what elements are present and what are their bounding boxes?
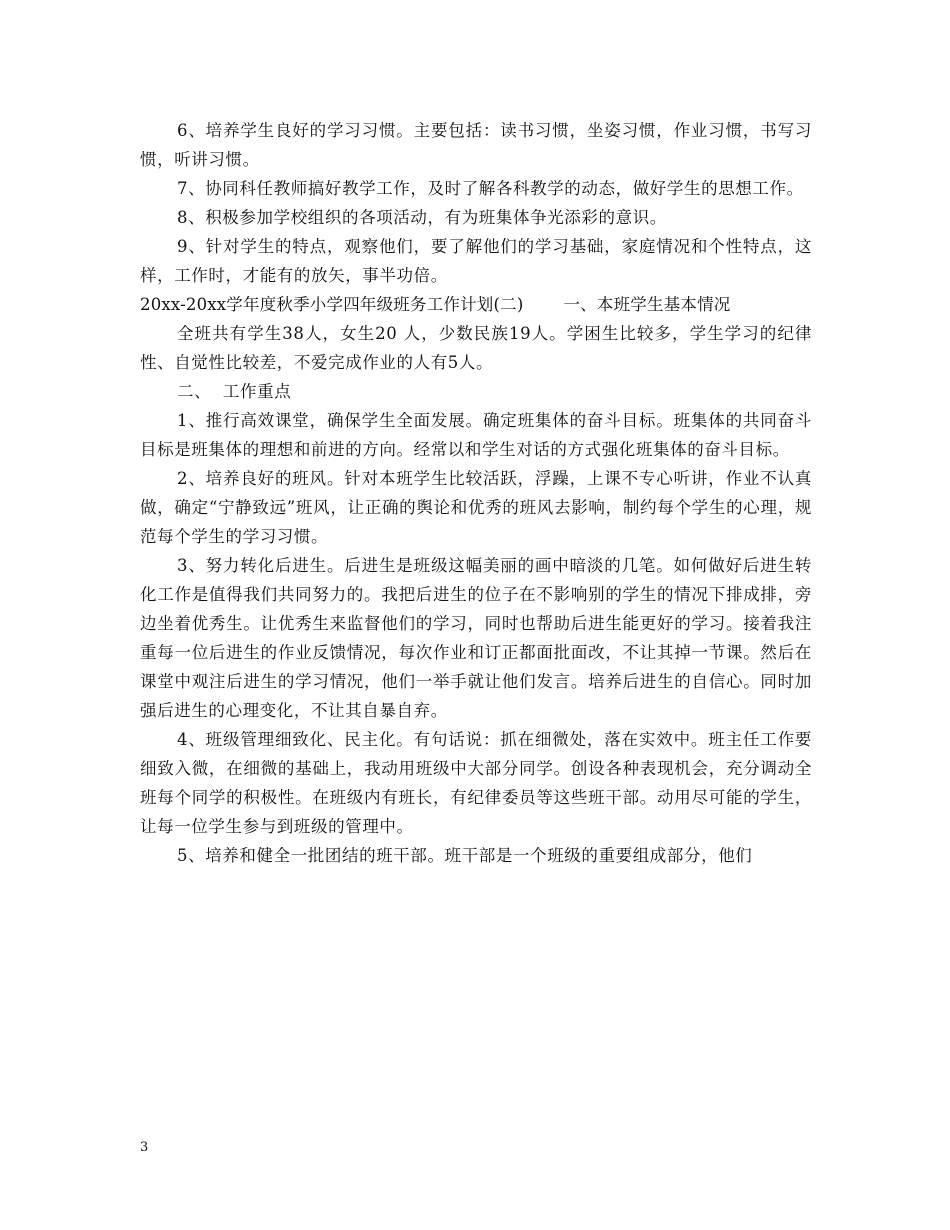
focus-item-4: 4、班级管理细致化、民主化。有句话说：抓在细微处，落在实效中。班主任工作要细致入微，在细微的基础上，我动用班级中大部分同学。创设各种表现机会，充分调动全班每个同学的积极性。在班级内有班长，有纪律委员等这些班干部。动用尽可能的学生，让每一位学生参与到班级的管理中。 [140,730,812,836]
page-number: 3 [140,1140,149,1155]
plan-heading-line [140,290,812,319]
paragraph-item-6: 6、培养学生良好的学习习惯。主要包括：读书习惯，坐姿习惯，作业习惯，书写习惯，听讲习惯。 [140,121,812,169]
focus-item-5: 5、培养和健全一批团结的班干部。班干部是一个班级的重要组成部分，他们 [177,846,753,865]
class-overview-paragraph: 全班共有学生38人，女生20 人，少数民族19人。学困生比较多，学生学习的纪律性、自觉性比较差，不爱完成作业的人有5人。 [140,324,812,372]
section-one-title: 一、本班学生基本情况 [563,295,731,314]
document-body [140,116,812,870]
paragraph-item-7: 7、协同科任教师搞好教学工作，及时了解各科教学的动态，做好学生的思想工作。 [177,179,804,198]
focus-item-2: 2、培养良好的班风。针对本班学生比较活跃，浮躁，上课不专心听讲，作业不认真做，确定“宁静致远”班风，让正确的舆论和优秀的班风去影响，制约每个学生的心理，规范每个学生的学习习惯。 [140,469,812,546]
focus-item-3: 3、努力转化后进生。后进生是班级这幅美丽的画中暗淡的几笔。如何做好后进生转化工作是值得我们共同努力的。我把后进生的位子在不影响别的学生的情况下排成排，旁边坐着优秀生。让优秀生来监督他们的学习，同时也帮助后进生能更好的学习。接着我注重每一位后进生的作业反馈情况，每次作业和订正都面批面改，不让其掉一节课。然后在课堂中观注后进生的学习情况，他们一举手就让他们发言。培养后进生的自信心。同时加强后进生的心理变化，不让其自暴自弃。 [140,556,812,720]
paragraph-item-9: 9、针对学生的特点，观察他们，要了解他们的学习基础，家庭情况和个性特点，这样，工作时，才能有的放矢，事半功倍。 [140,237,812,285]
section-two-title: 二、 工作重点 [177,382,292,401]
focus-item-1: 1、推行高效课堂，确保学生全面发展。确定班集体的奋斗目标。班集体的共同奋斗目标是班集体的理想和前进的方向。经常以和学生对话的方式强化班集体的奋斗目标。 [140,411,812,459]
plan-title: 20xx-20xx学年度秋季小学四年级班务工作计划(二) [140,295,524,314]
paragraph-item-8: 8、积极参加学校组织的各项活动，有为班集体争光添彩的意识。 [177,208,667,227]
